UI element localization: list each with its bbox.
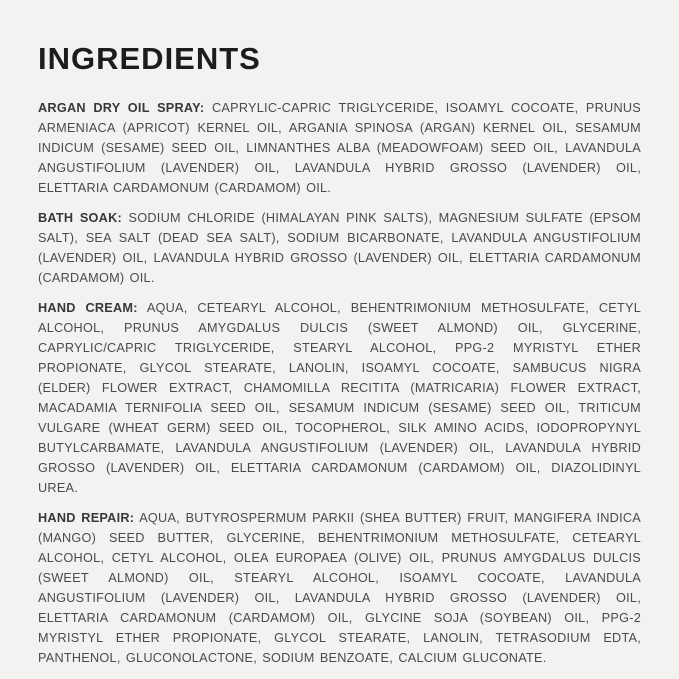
ingredient-section-argan-dry-oil-spray (38, 98, 641, 198)
section-text-hand-cream: AQUA, CETEARYL ALCOHOL, BEHENTRIMONIUM METHOSULFATE, CETYL ALCOHOL, PRUNUS AMYGDALUS DULCIS (SWEET ALMOND) OIL, GLYCERINE, CAPRYLIC/CAPRIC TRIGLYCERIDE, STEARYL ALCOHOL, PPG-2 MYRISTYL ETHER PROPIONATE, GLYCOL STEARATE, LANOLIN, ISOAMYL COCOATE, SAMBUCUS NIGRA (ELDER) FLOWER EXTRACT, CHAMOMILLA RECITITA (MATRICARIA) FLOWER EXTRACT, MACADAMIA TERNIFOLIA SEED OIL, SESAMUM INDICUM (SESAME) SEED OIL, TRITICUM VULGARE (WHEAT GERM) SEED OIL, TOCOPHEROL, SILK AMINO ACIDS, IODOPROPYNYL BUTYLCARBAMATE, LAVANDULA ANGUSTIFOLIUM (LAVENDER) OIL, LAVANDULA HYBRID GROSSO (LAVENDER) OIL, ELETTARIA CARDAMONUM (CARDAMOM) OIL, DIAZOLIDINYL UREA. (38, 301, 641, 496)
page-title: INGREDIENTS (38, 41, 261, 76)
section-text-argan-dry-oil-spray: CAPRYLIC-CAPRIC TRIGLYCERIDE, ISOAMYL COCOATE, PRUNUS ARMENIACA (APRICOT) KERNEL OIL, ARGANIA SPINOSA (ARGAN) KERNEL OIL, SESAMUM INDICUM (SESAME) SEED OIL, LIMNANTHES ALBA (MEADOWFOAM) SEED OIL, LAVANDULA ANGUSTIFOLIUM (LAVENDER) OIL, LAVANDULA HYBRID GROSSO (LAVENDER) OIL, ELETTARIA CARDAMONUM (CARDAMOM) OIL. (38, 101, 641, 196)
ingredient-section-hand-cream (38, 298, 641, 498)
section-text-hand-repair: AQUA, BUTYROSPERMUM PARKII (SHEA BUTTER) FRUIT, MANGIFERA INDICA (MANGO) SEED BUTTER, GLYCERINE, BEHENTRIMONIUM METHOSULFATE, CETEARYL ALCOHOL, CETYL ALCOHOL, OLEA EUROPAEA (OLIVE) OIL, PRUNUS AMYGDALUS DULCIS (SWEET ALMOND) OIL, STEARYL ALCOHOL, ISOAMYL COCOATE, LAVANDULA ANGUSTIFOLIUM (LAVENDER) OIL, LAVANDULA HYBRID GROSSO (LAVENDER) OIL, ELETTARIA CARDAMONUM (CARDAMOM) OIL, GLYCINE SOJA (SOYBEAN) OIL, PPG-2 MYRISTYL ETHER PROPIONATE, GLYCOL STEARATE, LANOLIN, TETRASODIUM EDTA, PANTHENOL, GLUCONOLACTONE, SODIUM BENZOATE, CALCIUM GLUCONATE. (38, 511, 641, 666)
ingredient-section-hand-repair (38, 508, 641, 668)
section-label-argan-dry-oil-spray: ARGAN DRY OIL SPRAY: (38, 101, 205, 116)
ingredient-section-bath-soak (38, 208, 641, 288)
section-label-hand-repair: HAND REPAIR: (38, 511, 135, 526)
section-label-hand-cream: HAND CREAM: (38, 301, 138, 316)
section-text-bath-soak: SODIUM CHLORIDE (HIMALAYAN PINK SALTS), MAGNESIUM SULFATE (EPSOM SALT), SEA SALT (DEAD SEA SALT), SODIUM BICARBONATE, LAVANDULA ANGUSTIFOLIUM (LAVENDER) OIL, LAVANDULA HYBRID GROSSO (LAVENDER) OIL, ELETTARIA CARDAMONUM (CARDAMOM) OIL. (38, 211, 642, 286)
section-label-bath-soak: BATH SOAK: (38, 211, 122, 226)
